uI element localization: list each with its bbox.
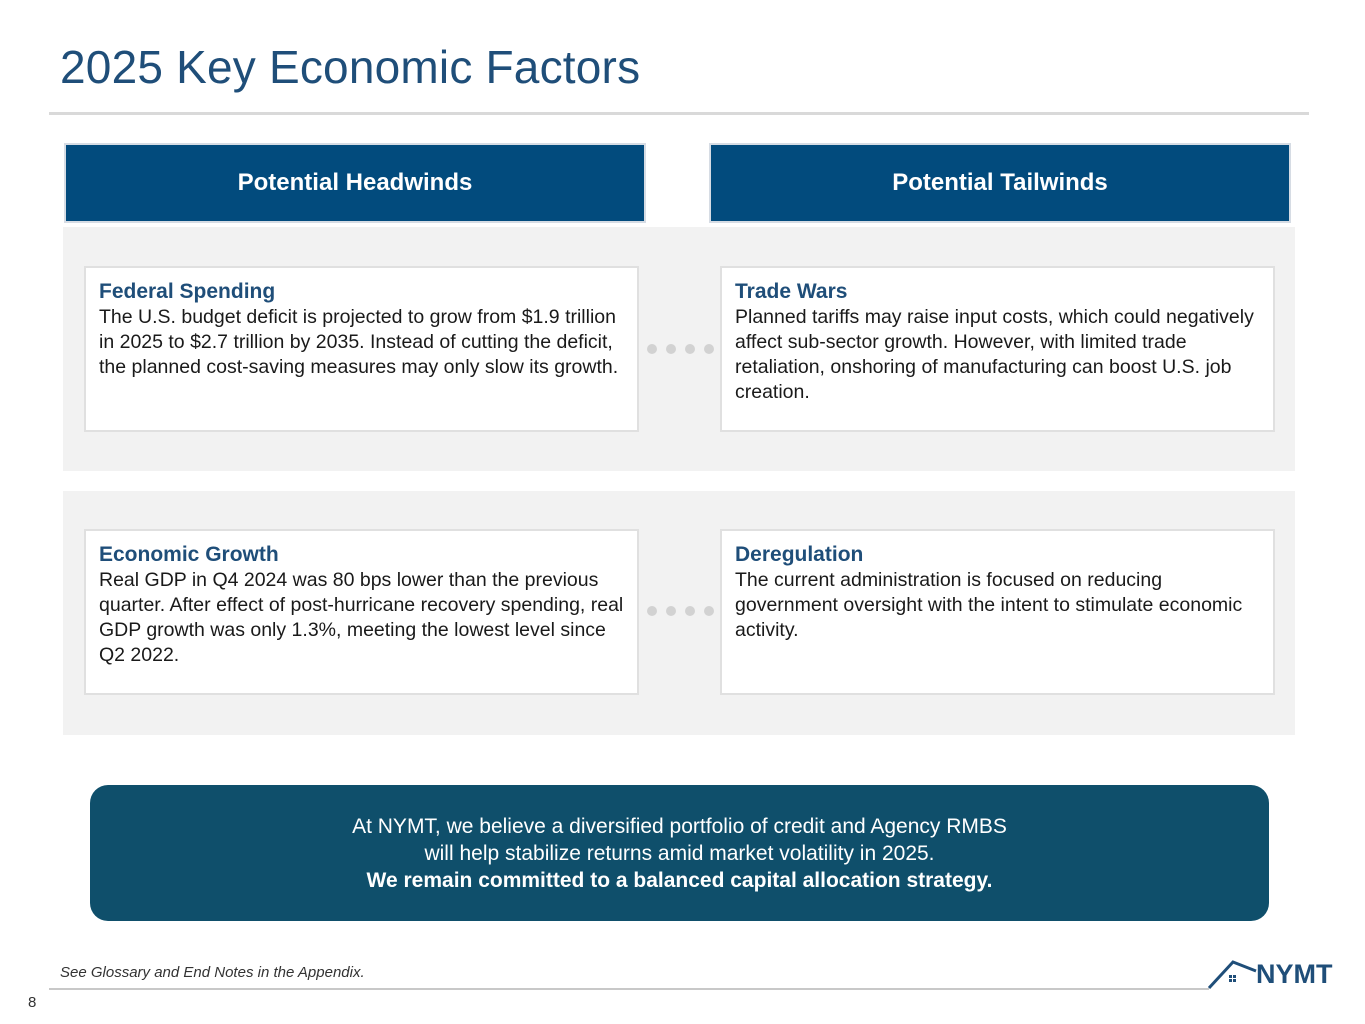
title-divider: [49, 112, 1309, 115]
tailwind-card-trade-wars: [720, 266, 1275, 432]
house-roof-icon: [1208, 957, 1258, 991]
nymt-logo: [1208, 957, 1348, 993]
footer-divider: [49, 988, 1209, 990]
callout-line-3: We remain committed to a balanced capital allocation strategy.: [366, 868, 993, 892]
headwinds-header-label: Potential Headwinds: [237, 169, 473, 196]
tailwinds-header-label: Potential Tailwinds: [892, 169, 1108, 196]
card-body: The U.S. budget deficit is projected to grow from $1.9 trillion in 2025 to $2.7 trillion by 2035. Instead of cutting the deficit, the planned cost-saving measures may only slow its growth.: [99, 306, 619, 378]
card-title: Federal Spending: [99, 280, 276, 303]
tailwind-card-deregulation: [720, 529, 1275, 695]
card-title: Economic Growth: [99, 543, 279, 566]
callout-line-2: will help stabilize returns amid market volatility in 2025.: [424, 841, 935, 865]
card-title: Deregulation: [735, 543, 864, 566]
tailwinds-header: [709, 143, 1291, 223]
connector-dots: [647, 344, 714, 354]
logo-text: NYMT: [1256, 959, 1333, 989]
card-body: Real GDP in Q4 2024 was 80 bps lower than the previous quarter. After effect of post-hurricane recovery spending, real GDP growth was only 1.3%, meeting the lowest level since Q2 2022.: [99, 569, 624, 666]
headwinds-header: [64, 143, 646, 223]
headwind-card-federal-spending: [84, 266, 639, 432]
callout-line-1: At NYMT, we believe a diversified portfolio of credit and Agency RMBS: [352, 814, 1007, 838]
connector-dots: [647, 606, 714, 616]
page-number: 8: [28, 994, 37, 1011]
page-title: 2025 Key Economic Factors: [60, 41, 641, 93]
headwind-card-economic-growth: [84, 529, 639, 695]
summary-callout: [90, 785, 1269, 921]
card-title: Trade Wars: [735, 280, 848, 303]
card-body: Planned tariffs may raise input costs, which could negatively affect sub-sector growth. However, with limited trade retaliation, onshoring of manufacturing can boost U.S. job creation.: [735, 306, 1254, 403]
footnote: See Glossary and End Notes in the Appendix.: [60, 964, 365, 981]
card-body: The current administration is focused on reducing government oversight with the intent to stimulate economic activity.: [735, 569, 1243, 641]
